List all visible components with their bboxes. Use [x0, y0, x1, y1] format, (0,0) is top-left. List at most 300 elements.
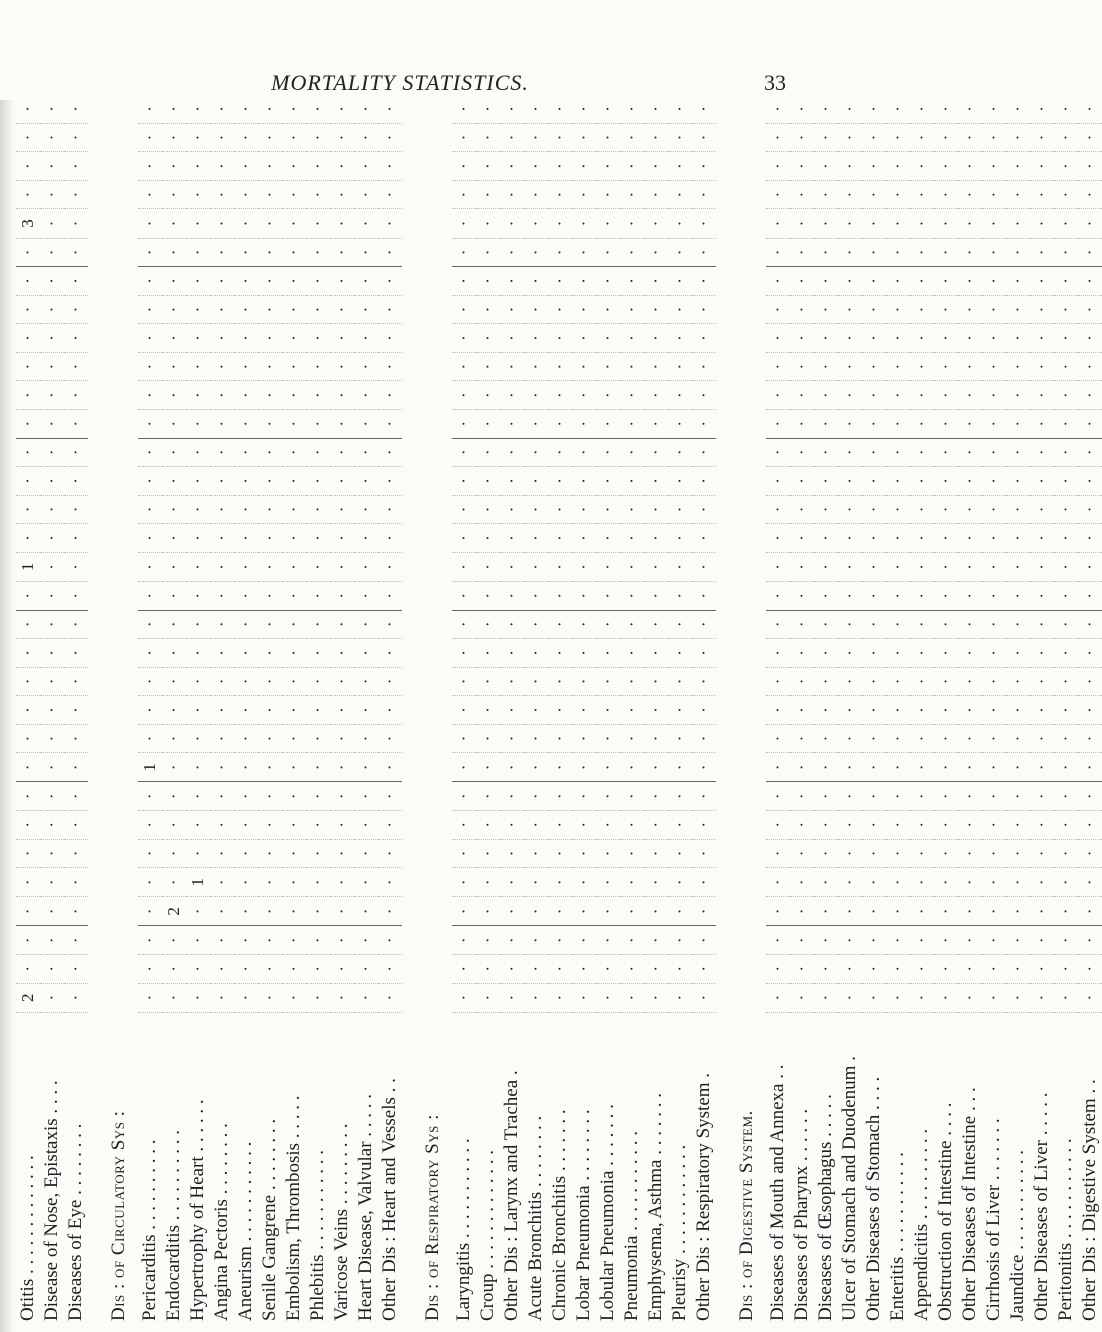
table-cell: · — [138, 495, 162, 524]
table-cell: · — [644, 955, 668, 984]
table-cell: · — [330, 123, 354, 152]
table-cell: · — [354, 152, 378, 181]
table-cell: · — [138, 324, 162, 353]
table-cell: · — [838, 552, 862, 581]
table-cell: · — [692, 352, 716, 381]
table-cell: · — [500, 123, 524, 152]
table-cell: · — [548, 123, 572, 152]
table-cell: · — [452, 552, 476, 581]
table-cell: · — [620, 782, 644, 811]
table-cell: · — [862, 180, 886, 209]
row-label: Other Dis : Respiratory System . — [693, 1072, 714, 1321]
table-cell: · — [1078, 238, 1102, 267]
table-cell: · — [982, 467, 1006, 496]
table-cell: · — [814, 295, 838, 324]
table-cell: · — [1030, 552, 1054, 581]
table-cell: · — [934, 180, 958, 209]
table-cell: · — [644, 724, 668, 753]
table-cell: · — [814, 811, 838, 840]
table-cell: · — [330, 724, 354, 753]
table-cell: · — [668, 324, 692, 353]
table-cell: · — [668, 839, 692, 868]
table-cell: · — [16, 897, 40, 926]
table-cell: · — [766, 782, 790, 811]
table-cell: · — [524, 897, 548, 926]
table-cell: · — [354, 524, 378, 553]
table-cell: · — [476, 295, 500, 324]
table-cell: · — [934, 868, 958, 897]
table-cell: · — [548, 696, 572, 725]
table-cell: · — [668, 552, 692, 581]
table-cell: · — [1054, 123, 1078, 152]
table-cell: · — [1006, 95, 1030, 123]
table-cell: · — [644, 180, 668, 209]
table-cell: · — [910, 295, 934, 324]
table-cell: · — [234, 123, 258, 152]
table-cell: · — [692, 955, 716, 984]
table-cell: · — [162, 724, 186, 753]
table-cell: · — [862, 524, 886, 553]
table-cell: · — [64, 696, 88, 725]
row-label: Pericarditis . . . . . . . . . . — [139, 1139, 160, 1321]
table-cell: · — [186, 95, 210, 123]
table-cell: · — [790, 352, 814, 381]
table-cell: · — [524, 238, 548, 267]
table-cell: · — [476, 782, 500, 811]
table-cell: · — [524, 610, 548, 639]
table-cell: · — [644, 352, 668, 381]
table-cell: · — [1006, 267, 1030, 296]
table-cell: · — [958, 495, 982, 524]
table-cell: · — [1030, 696, 1054, 725]
table-cell: · — [500, 581, 524, 610]
table-cell: · — [596, 95, 620, 123]
table-cell: · — [476, 724, 500, 753]
table-cell: · — [524, 295, 548, 324]
table-cell: · — [1054, 955, 1078, 984]
table-cell: · — [1030, 438, 1054, 467]
table-cell: · — [982, 667, 1006, 696]
table-row — [500, 95, 524, 1325]
table-cell: · — [16, 152, 40, 181]
table-cell: · — [910, 381, 934, 410]
table-cell: · — [572, 123, 596, 152]
table-cell: · — [354, 610, 378, 639]
table-cell: · — [500, 610, 524, 639]
table-cell: · — [934, 581, 958, 610]
table-cell: · — [838, 524, 862, 553]
table-cell: · — [16, 524, 40, 553]
table-cell: · — [258, 438, 282, 467]
table-cell: · — [330, 381, 354, 410]
table-cell: · — [958, 897, 982, 926]
table-cell: · — [40, 839, 64, 868]
table-cell: · — [378, 696, 402, 725]
table-cell: · — [886, 552, 910, 581]
table-cell: · — [378, 381, 402, 410]
table-cell: · — [982, 238, 1006, 267]
table-cell: · — [596, 782, 620, 811]
rotated-table-container — [16, 95, 1100, 1325]
table-cell: · — [886, 926, 910, 955]
row-label: Heart Disease, Valvular . . . . . — [355, 1093, 376, 1321]
table-cell: · — [282, 352, 306, 381]
table-cell: · — [958, 868, 982, 897]
table-cell: · — [210, 467, 234, 496]
table-cell: · — [1006, 381, 1030, 410]
table-cell: · — [620, 352, 644, 381]
table-row — [814, 95, 838, 1325]
table-cell: · — [934, 897, 958, 926]
table-cell: · — [958, 209, 982, 238]
table-cell: · — [548, 209, 572, 238]
table-cell: · — [1078, 753, 1102, 782]
table-cell: · — [620, 467, 644, 496]
table-cell: · — [476, 381, 500, 410]
row-label: Peritonitis . . . . . . . . . . . — [1055, 1138, 1076, 1321]
table-cell: · — [548, 409, 572, 438]
table-row — [378, 95, 402, 1325]
table-cell: · — [162, 238, 186, 267]
table-cell: · — [692, 438, 716, 467]
table-cell: · — [1030, 267, 1054, 296]
table-cell: · — [886, 152, 910, 181]
table-cell: · — [258, 324, 282, 353]
table-cell: · — [982, 123, 1006, 152]
table-cell: · — [1078, 552, 1102, 581]
table-cell: · — [1030, 524, 1054, 553]
table-cell: · — [1006, 639, 1030, 668]
table-row — [16, 95, 40, 1325]
table-cell: · — [524, 983, 548, 1012]
table-cell: · — [476, 610, 500, 639]
table-cell: · — [524, 581, 548, 610]
table-cell: · — [596, 209, 620, 238]
table-cell: · — [1054, 639, 1078, 668]
table-cell: · — [282, 152, 306, 181]
table-cell: · — [934, 438, 958, 467]
table-cell: · — [548, 381, 572, 410]
table-cell: · — [500, 238, 524, 267]
table-cell: · — [668, 123, 692, 152]
table-cell: · — [258, 209, 282, 238]
table-cell: · — [572, 238, 596, 267]
group-heading-row — [402, 95, 452, 1325]
table-cell: · — [306, 209, 330, 238]
table-cell: · — [958, 696, 982, 725]
table-cell: · — [500, 352, 524, 381]
table-cell: · — [862, 152, 886, 181]
table-cell: · — [1054, 839, 1078, 868]
table-cell: · — [862, 839, 886, 868]
table-cell: · — [306, 753, 330, 782]
table-cell: · — [910, 753, 934, 782]
table-cell: · — [354, 495, 378, 524]
table-cell: · — [934, 926, 958, 955]
table-cell: · — [1078, 295, 1102, 324]
table-cell: · — [766, 209, 790, 238]
table-cell: · — [620, 639, 644, 668]
table-cell: · — [306, 610, 330, 639]
table-cell: · — [548, 667, 572, 696]
table-cell: · — [40, 352, 64, 381]
table-cell: · — [258, 897, 282, 926]
table-cell: · — [620, 152, 644, 181]
table-cell: · — [982, 782, 1006, 811]
table-cell: · — [210, 696, 234, 725]
table-cell: · — [378, 123, 402, 152]
table-cell: · — [548, 324, 572, 353]
table-cell: · — [378, 926, 402, 955]
table-cell: · — [354, 381, 378, 410]
table-cell: · — [162, 581, 186, 610]
table-cell: · — [548, 610, 572, 639]
table-cell: · — [330, 238, 354, 267]
table-cell: · — [548, 267, 572, 296]
table-cell: · — [500, 839, 524, 868]
table-cell: · — [210, 552, 234, 581]
table-cell: · — [620, 724, 644, 753]
table-cell: · — [910, 552, 934, 581]
table-cell: · — [620, 381, 644, 410]
table-cell: · — [1054, 782, 1078, 811]
table-cell: · — [162, 983, 186, 1012]
table-cell: · — [500, 381, 524, 410]
table-cell: · — [934, 95, 958, 123]
table-cell: · — [40, 639, 64, 668]
table-cell: · — [814, 639, 838, 668]
table-cell: · — [16, 811, 40, 840]
table-cell: · — [210, 381, 234, 410]
table-cell: · — [452, 724, 476, 753]
table-cell: · — [1078, 409, 1102, 438]
table-cell: · — [838, 180, 862, 209]
table-cell: · — [64, 180, 88, 209]
table-cell: · — [766, 352, 790, 381]
table-cell: · — [138, 123, 162, 152]
table-cell: · — [524, 95, 548, 123]
table-cell: · — [282, 295, 306, 324]
table-cell: · — [838, 926, 862, 955]
table-cell: · — [186, 983, 210, 1012]
table-cell: · — [1054, 438, 1078, 467]
table-cell: · — [886, 267, 910, 296]
table-cell: · — [1078, 724, 1102, 753]
table-cell: · — [210, 839, 234, 868]
table-cell: · — [282, 897, 306, 926]
table-cell: · — [620, 696, 644, 725]
table-cell: · — [668, 581, 692, 610]
table-cell: · — [258, 926, 282, 955]
table-cell: · — [910, 409, 934, 438]
table-cell: · — [500, 926, 524, 955]
table-cell: · — [838, 782, 862, 811]
table-cell: · — [572, 524, 596, 553]
table-cell: · — [548, 639, 572, 668]
table-cell: · — [862, 696, 886, 725]
table-cell: · — [1054, 811, 1078, 840]
table-cell: · — [524, 839, 548, 868]
table-cell: · — [644, 868, 668, 897]
table-cell: · — [452, 381, 476, 410]
table-cell: · — [1054, 696, 1078, 725]
table-cell: · — [668, 926, 692, 955]
table-cell: · — [234, 95, 258, 123]
table-cell: · — [596, 381, 620, 410]
table-cell: · — [306, 839, 330, 868]
row-label: Disease of Nose, Epistaxis . . . . — [41, 1080, 62, 1321]
table-cell: · — [910, 238, 934, 267]
table-cell: · — [982, 495, 1006, 524]
row-label: Other Diseases of Intestine . . . — [959, 1087, 980, 1321]
table-cell: · — [766, 667, 790, 696]
table-cell: · — [692, 95, 716, 123]
table-cell: · — [258, 467, 282, 496]
table-row — [282, 95, 306, 1325]
table-cell: · — [668, 381, 692, 410]
table-cell: · — [306, 696, 330, 725]
table-cell: · — [1006, 811, 1030, 840]
table-cell: · — [186, 667, 210, 696]
table-cell: · — [910, 955, 934, 984]
table-cell: · — [958, 381, 982, 410]
table-cell: · — [766, 324, 790, 353]
table-cell: · — [886, 868, 910, 897]
table-cell: · — [790, 839, 814, 868]
table-cell: · — [838, 409, 862, 438]
table-cell: · — [258, 123, 282, 152]
table-cell: · — [16, 955, 40, 984]
table-cell: · — [596, 324, 620, 353]
table-cell: · — [958, 955, 982, 984]
table-cell: · — [452, 753, 476, 782]
table-cell: · — [668, 180, 692, 209]
table-cell: · — [138, 782, 162, 811]
table-cell: · — [692, 180, 716, 209]
table-row — [1006, 95, 1030, 1325]
table-cell: · — [524, 438, 548, 467]
table-cell: · — [766, 897, 790, 926]
table-cell: · — [1054, 897, 1078, 926]
table-row — [982, 95, 1006, 1325]
table-cell: · — [330, 753, 354, 782]
table-cell: · — [282, 238, 306, 267]
table-cell: · — [258, 811, 282, 840]
table-cell: · — [306, 983, 330, 1012]
table-cell: · — [982, 352, 1006, 381]
table-cell: · — [1006, 868, 1030, 897]
table-cell: · — [982, 724, 1006, 753]
table-cell: · — [186, 811, 210, 840]
table-cell: · — [138, 581, 162, 610]
table-cell: · — [1030, 381, 1054, 410]
table-cell: · — [644, 267, 668, 296]
table-cell: · — [282, 955, 306, 984]
table-cell: · — [354, 352, 378, 381]
table-cell: · — [378, 897, 402, 926]
table-cell: · — [910, 868, 934, 897]
table-cell: · — [982, 955, 1006, 984]
table-cell: · — [596, 152, 620, 181]
table-cell: · — [668, 724, 692, 753]
table-cell: · — [330, 811, 354, 840]
table-cell: · — [186, 955, 210, 984]
table-cell: · — [766, 955, 790, 984]
table-cell: · — [354, 839, 378, 868]
table-cell: · — [958, 180, 982, 209]
table-cell: · — [934, 610, 958, 639]
table-cell: · — [306, 495, 330, 524]
table-cell: · — [548, 753, 572, 782]
table-cell: · — [258, 381, 282, 410]
table-cell: · — [40, 782, 64, 811]
table-cell: · — [982, 209, 1006, 238]
table-cell: · — [790, 495, 814, 524]
table-cell: · — [910, 152, 934, 181]
table-cell: · — [668, 696, 692, 725]
table-cell: · — [886, 467, 910, 496]
table-cell: · — [910, 352, 934, 381]
table-cell: · — [596, 839, 620, 868]
table-cell: · — [500, 552, 524, 581]
table-cell: · — [1030, 95, 1054, 123]
table-cell: · — [282, 811, 306, 840]
table-cell: · — [790, 955, 814, 984]
table-cell: · — [282, 639, 306, 668]
table-cell: · — [258, 495, 282, 524]
table-cell: · — [1078, 324, 1102, 353]
table-cell: · — [1054, 868, 1078, 897]
table-cell: · — [886, 839, 910, 868]
table-cell: · — [982, 180, 1006, 209]
table-cell: · — [40, 868, 64, 897]
table-row — [1078, 95, 1102, 1325]
table-cell: · — [886, 610, 910, 639]
table-cell: · — [138, 209, 162, 238]
table-cell: · — [1078, 95, 1102, 123]
table-cell: · — [500, 495, 524, 524]
table-cell: · — [378, 955, 402, 984]
table-cell: · — [234, 180, 258, 209]
table-cell: · — [814, 897, 838, 926]
table-cell: · — [16, 352, 40, 381]
table-row — [910, 95, 934, 1325]
table-cell: · — [790, 724, 814, 753]
row-label: Lobular Pneumonia . . . . . . . — [597, 1104, 618, 1321]
table-cell: · — [838, 152, 862, 181]
table-cell: · — [186, 381, 210, 410]
table-cell: · — [644, 639, 668, 668]
table-cell: · — [524, 696, 548, 725]
table-cell: · — [234, 897, 258, 926]
table-cell: · — [934, 152, 958, 181]
table-cell: · — [886, 438, 910, 467]
table-cell: · — [476, 123, 500, 152]
table-cell: · — [306, 552, 330, 581]
table-cell: · — [838, 610, 862, 639]
table-row — [1030, 95, 1054, 1325]
table-cell: · — [958, 811, 982, 840]
table-cell: · — [814, 868, 838, 897]
table-cell: · — [644, 438, 668, 467]
table-cell: · — [958, 782, 982, 811]
table-cell: · — [814, 267, 838, 296]
table-cell: · — [476, 639, 500, 668]
table-cell: · — [138, 238, 162, 267]
table-cell: · — [982, 295, 1006, 324]
table-cell: · — [790, 438, 814, 467]
table-cell: · — [1054, 581, 1078, 610]
